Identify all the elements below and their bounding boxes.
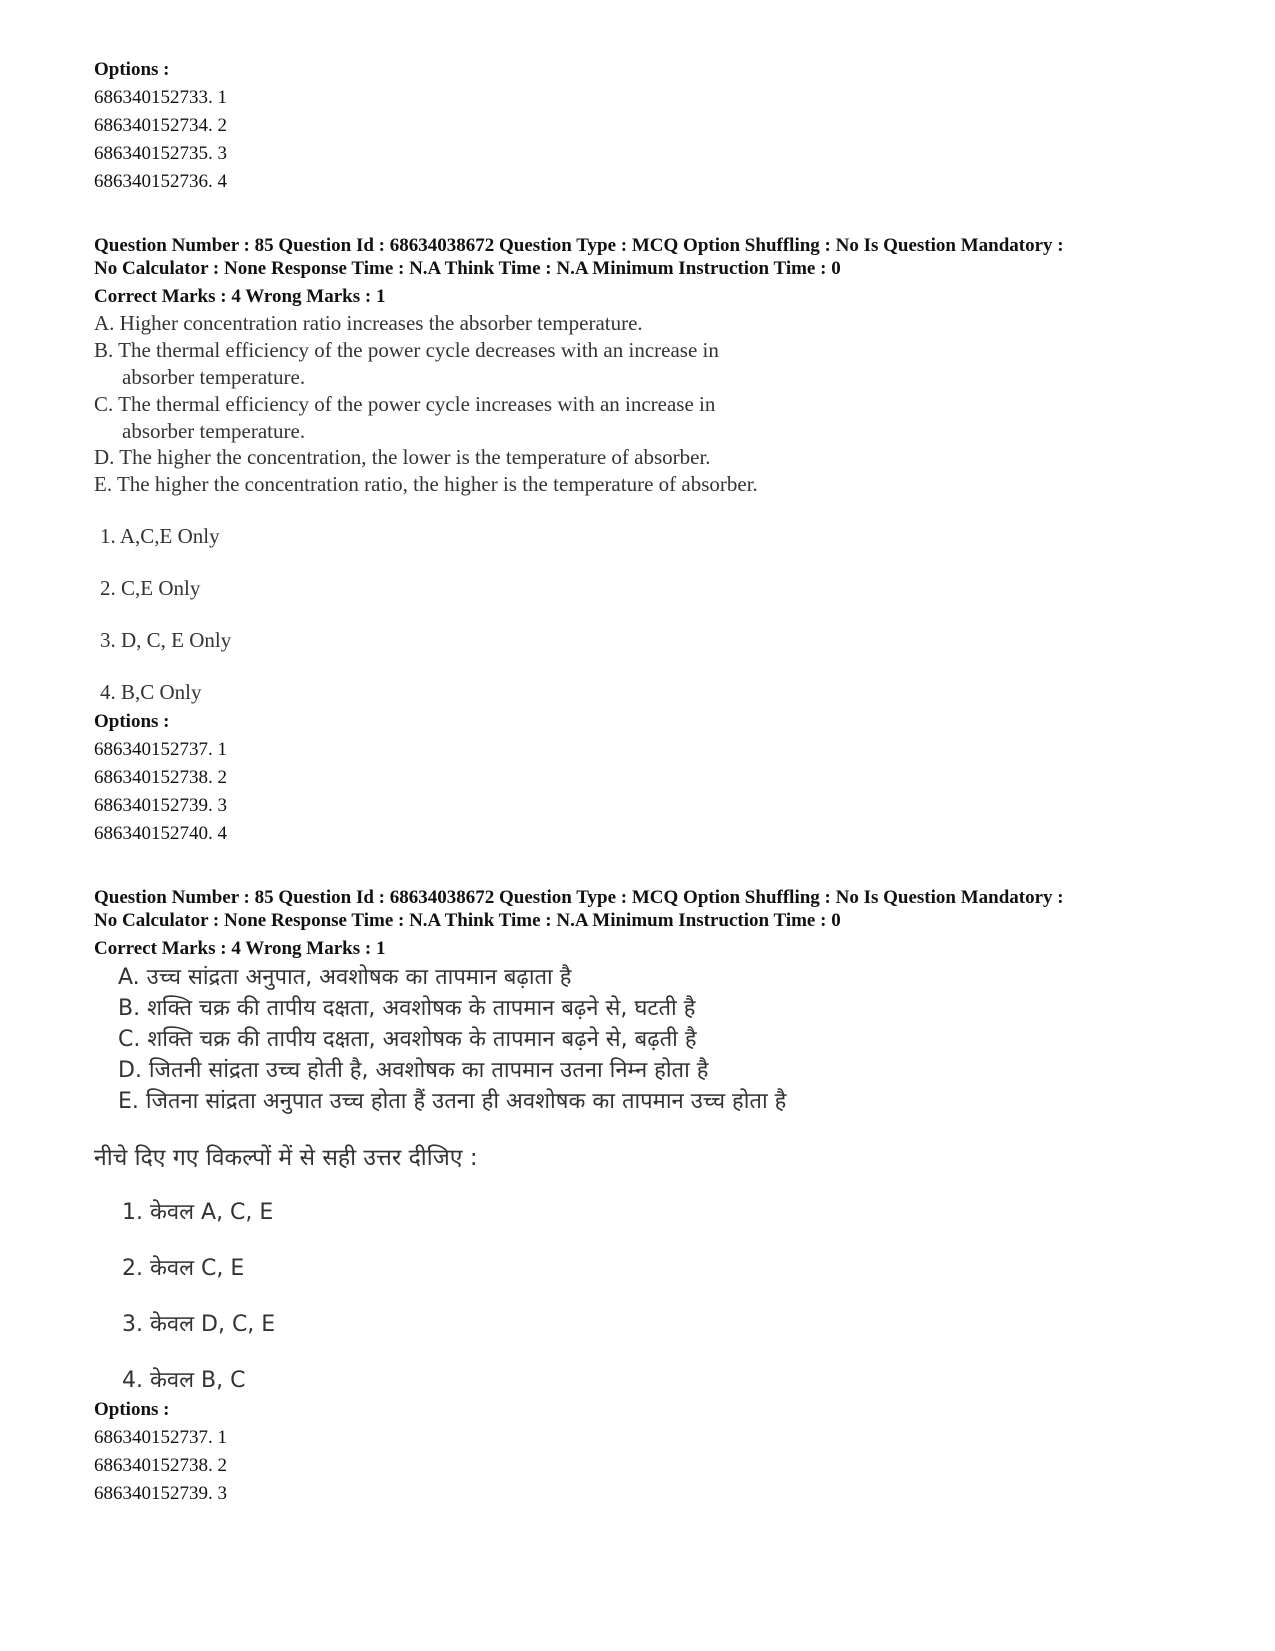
- statement-b: B. The thermal efficiency of the power cycle decreases with an increase in: [94, 338, 719, 362]
- option-id: 686340152739. 3: [94, 795, 227, 816]
- question-meta-line2: No Calculator : None Response Time : N.A Think Time : N.A Minimum Instruction Time : 0: [94, 910, 841, 931]
- option-id: 686340152735. 3: [94, 143, 227, 164]
- options-heading: Options :: [94, 1399, 170, 1420]
- hindi-answer-choice: 1. केवल A, C, E: [122, 1200, 274, 1225]
- hindi-answer-choice: 3. केवल D, C, E: [122, 1312, 276, 1337]
- options-heading: Options :: [94, 59, 170, 80]
- question-meta-line2: No Calculator : None Response Time : N.A Think Time : N.A Minimum Instruction Time : 0: [94, 258, 841, 279]
- question-meta-line1: Question Number : 85 Question Id : 68634038672 Question Type : MCQ Option Shuffling : No Is Question Mandatory :: [94, 235, 1064, 256]
- statement-e: E. The higher the concentration ratio, the higher is the temperature of absorber.: [94, 472, 758, 496]
- option-id: 686340152737. 1: [94, 739, 227, 760]
- hindi-answer-choice: 4. केवल B, C: [122, 1368, 246, 1393]
- option-id: 686340152739. 3: [94, 1483, 227, 1504]
- option-id: 686340152734. 2: [94, 115, 227, 136]
- option-id: 686340152738. 2: [94, 767, 227, 788]
- hindi-statement-b: B. शक्ति चक्र की तापीय दक्षता, अवशोषक के तापमान बढ़ने से, घटती है: [118, 996, 696, 1021]
- option-id: 686340152733. 1: [94, 87, 227, 108]
- hindi-statement-d: D. जितनी सांद्रता उच्च होती है, अवशोषक का तापमान उतना निम्न होता है: [118, 1058, 709, 1083]
- option-id: 686340152736. 4: [94, 171, 227, 192]
- answer-choice: 3. D, C, E Only: [100, 628, 232, 652]
- question-meta-line1: Question Number : 85 Question Id : 68634038672 Question Type : MCQ Option Shuffling : No Is Question Mandatory :: [94, 887, 1064, 908]
- answer-choice: 2. C,E Only: [100, 576, 201, 600]
- statement-b-cont: absorber temperature.: [122, 365, 306, 389]
- hindi-statement-e: E. जितना सांद्रता अनुपात उच्च होता हैं उतना ही अवशोषक का तापमान उच्च होता है: [118, 1089, 787, 1114]
- option-id: 686340152737. 1: [94, 1427, 227, 1448]
- question-marks: Correct Marks : 4 Wrong Marks : 1: [94, 938, 386, 959]
- statement-d: D. The higher the concentration, the lower is the temperature of absorber.: [94, 445, 711, 469]
- statement-a: A. Higher concentration ratio increases the absorber temperature.: [94, 311, 643, 335]
- statement-c: C. The thermal efficiency of the power cycle increases with an increase in: [94, 392, 716, 416]
- options-heading: Options :: [94, 711, 170, 732]
- question-marks: Correct Marks : 4 Wrong Marks : 1: [94, 286, 386, 307]
- option-id: 686340152740. 4: [94, 823, 227, 844]
- hindi-instruction: नीचे दिए गए विकल्पों में से सही उत्तर दीजिए :: [94, 1145, 478, 1171]
- hindi-statement-a: A. उच्च सांद्रता अनुपात, अवशोषक का तापमान बढ़ाता है: [118, 965, 572, 990]
- answer-choice: 1. A,C,E Only: [100, 524, 220, 548]
- hindi-statement-c: C. शक्ति चक्र की तापीय दक्षता, अवशोषक के तापमान बढ़ने से, बढ़ती है: [118, 1027, 697, 1052]
- statement-c-cont: absorber temperature.: [122, 419, 306, 443]
- answer-choice: 4. B,C Only: [100, 680, 202, 704]
- hindi-answer-choice: 2. केवल C, E: [122, 1256, 245, 1281]
- option-id: 686340152738. 2: [94, 1455, 227, 1476]
